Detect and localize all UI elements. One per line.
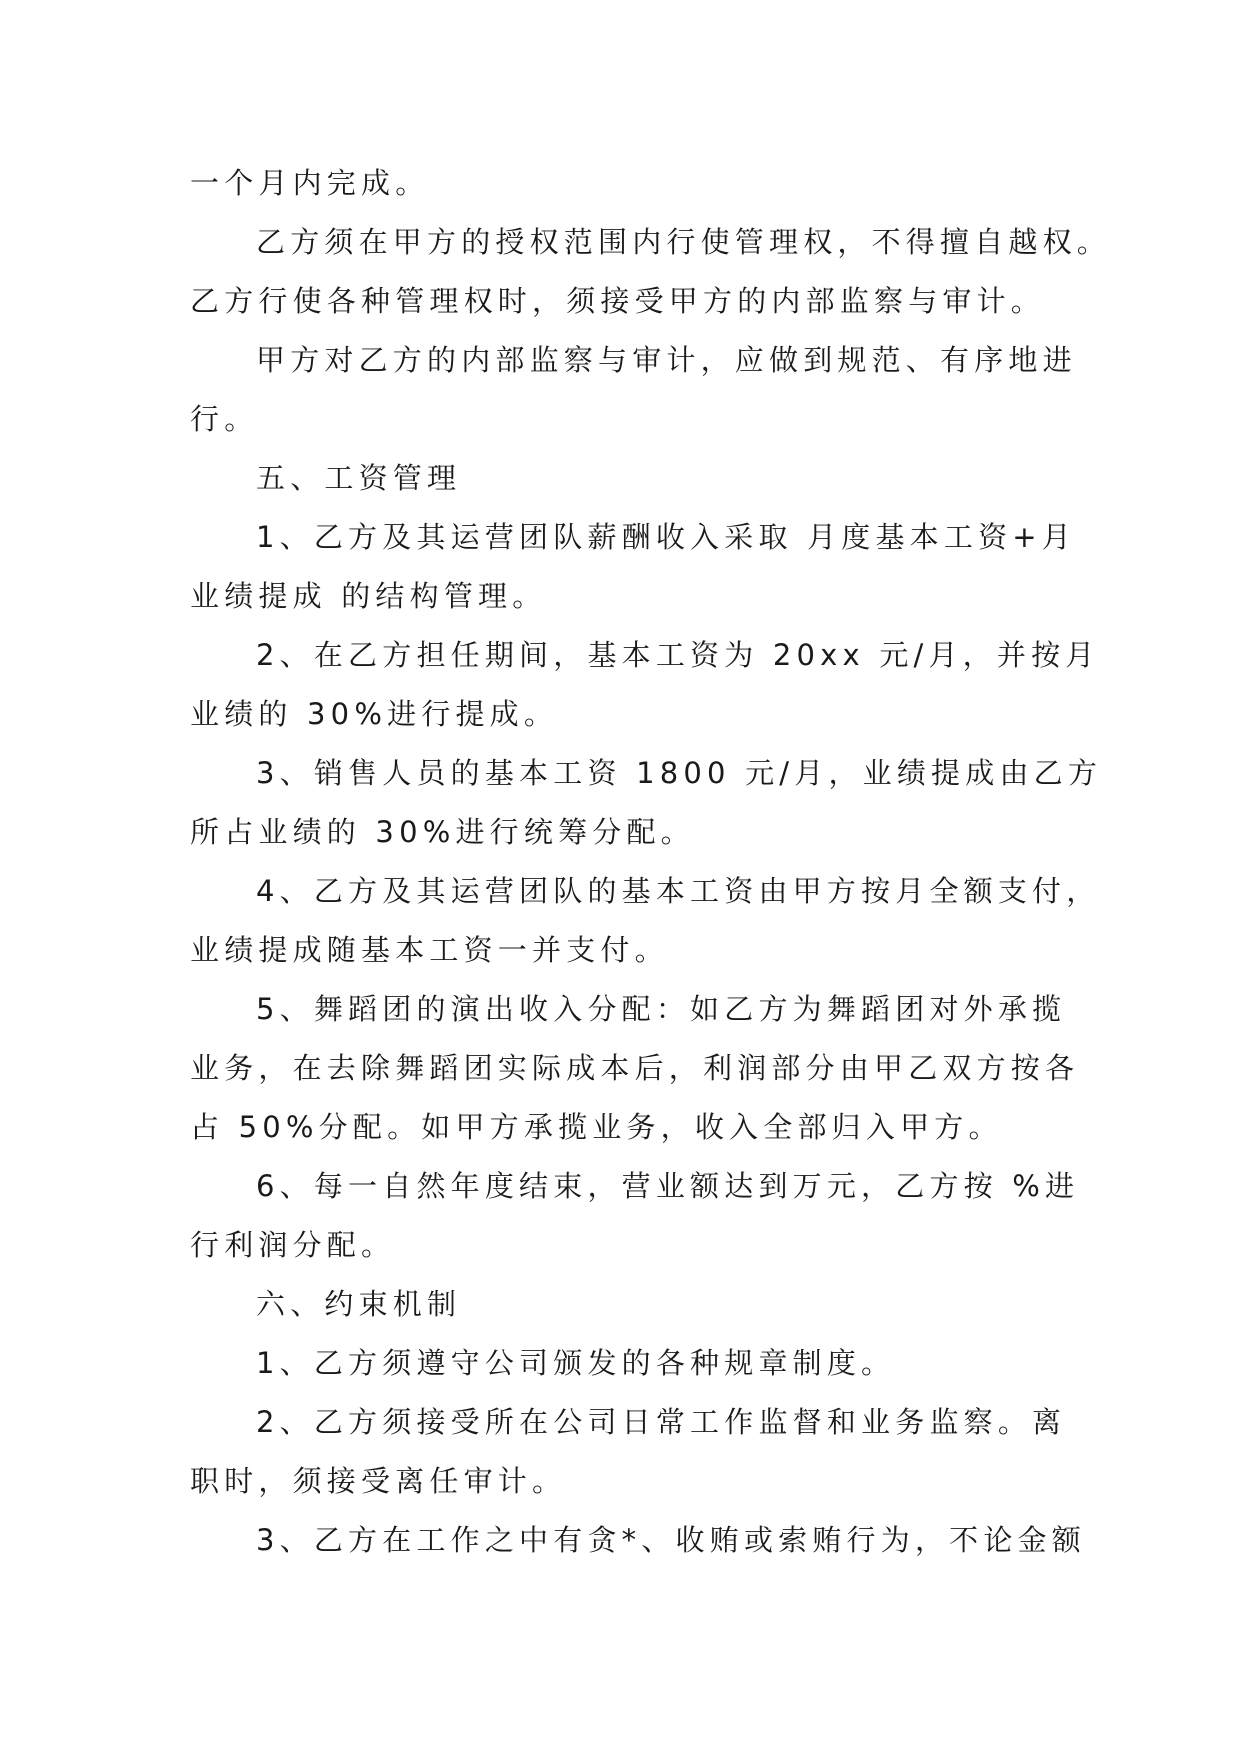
text-line: 一个月内完成。 bbox=[190, 166, 430, 200]
text-line: 1、乙方及其运营团队薪酬收入采取 月度基本工资+月 bbox=[256, 520, 1076, 554]
text-line: 业绩提成随基本工资一并支付。 bbox=[190, 933, 669, 967]
text-line: 业务，在去除舞蹈团实际成本后，利润部分由甲乙双方按各 bbox=[190, 1051, 1080, 1085]
text-line: 5、舞蹈团的演出收入分配：如乙方为舞蹈团对外承揽 bbox=[256, 992, 1067, 1026]
text-line: 1、乙方须遵守公司颁发的各种规章制度。 bbox=[256, 1346, 896, 1380]
text-line: 行。 bbox=[190, 402, 259, 436]
text-line: 占 50%分配。如甲方承揽业务，收入全部归入甲方。 bbox=[190, 1110, 1003, 1144]
text-line: 甲方对乙方的内部监察与审计，应做到规范、有序地进 bbox=[256, 343, 1077, 377]
text-line: 职时，须接受离任审计。 bbox=[190, 1464, 567, 1498]
text-line: 业绩提成 的结构管理。 bbox=[190, 579, 547, 613]
text-line: 乙方行使各种管理权时，须接受甲方的内部监察与审计。 bbox=[190, 284, 1046, 318]
text-line: 6、每一自然年度结束，营业额达到万元，乙方按 %进 bbox=[256, 1169, 1080, 1203]
section-heading: 五、工资管理 bbox=[256, 461, 462, 495]
text-line: 乙方须在甲方的授权范围内行使管理权，不得擅自越权。 bbox=[256, 225, 1112, 259]
text-line: 4、乙方及其运营团队的基本工资由甲方按月全额支付， bbox=[256, 874, 1101, 908]
text-line: 2、在乙方担任期间，基本工资为 20xx 元/月，并按月 bbox=[256, 638, 1100, 672]
text-line: 所占业绩的 30%进行统筹分配。 bbox=[190, 815, 695, 849]
text-line: 2、乙方须接受所在公司日常工作监督和业务监察。离 bbox=[256, 1405, 1067, 1439]
section-heading: 六、约束机制 bbox=[256, 1287, 462, 1321]
text-line: 业绩的 30%进行提成。 bbox=[190, 697, 559, 731]
text-line: 3、销售人员的基本工资 1800 元/月，业绩提成由乙方 bbox=[256, 756, 1103, 790]
text-line: 3、乙方在工作之中有贪*、收贿或索贿行为，不论金额 bbox=[256, 1523, 1086, 1557]
text-line: 行利润分配。 bbox=[190, 1228, 396, 1262]
